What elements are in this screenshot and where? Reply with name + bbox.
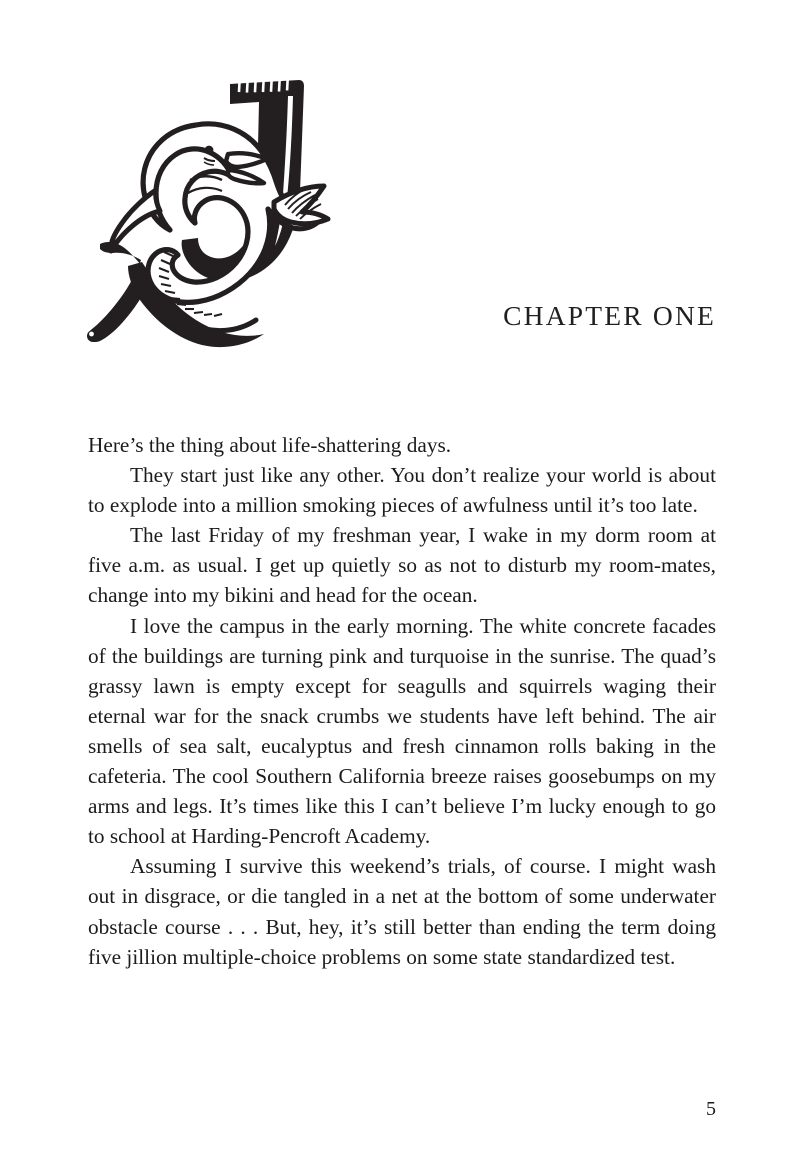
chapter-heading: CHAPTER ONE	[503, 300, 716, 331]
paragraph: The last Friday of my freshman year, I wake in my dorm room at five a.m. as usual. I get up quietly so as not to disturb my room-mates, change into my bikini and head for the ocean.	[88, 523, 716, 608]
page-number: 5	[706, 1098, 716, 1120]
paragraph: Here’s the thing about life-shattering days.	[88, 433, 452, 457]
dolphin-illustration-icon	[78, 62, 350, 362]
chapter-body-text	[88, 430, 716, 972]
paragraph: I love the campus in the early morning. The white concrete facades of the buildings are turning pink and turquoise in the sunrise. The quad’s grassy lawn is empty except for seagulls and squirrels waging their eternal war for the snack crumbs we students have left behind. The air smells of sea salt, eucalyptus and fresh cinnamon rolls baking in the cafeteria. The cool Southern California breeze raises goosebumps on my arms and legs. It’s times like this I can’t believe I’m lucky enough to go to school at Harding-Pencroft Academy.	[88, 613, 716, 849]
paragraph: They start just like any other. You don’t realize your world is about to explode into a million smoking pieces of awfulness until it’s too late.	[88, 463, 716, 518]
paragraph: Assuming I survive this weekend’s trials, of course. I might wash out in disgrace, or die tangled in a net at the bottom of some underwater obstacle course . . . But, hey, it’s still better than ending the term doing five jillion multiple-choice problems on some state standardized test.	[88, 854, 716, 969]
